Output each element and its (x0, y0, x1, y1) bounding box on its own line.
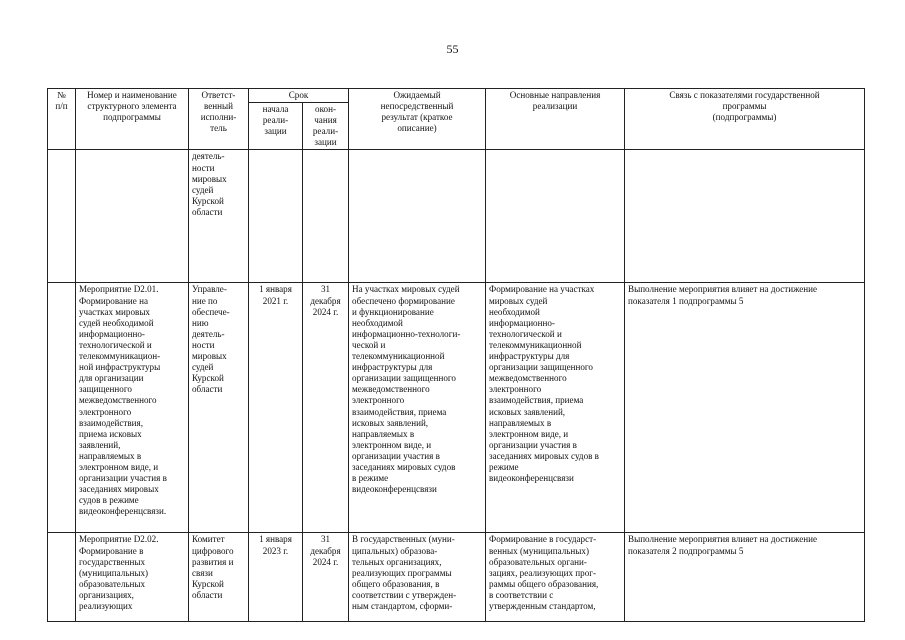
header-name: Номер и наименование структурного элемента подпрограммы (76, 89, 189, 150)
cell-name (76, 150, 189, 283)
cell-name (76, 533, 189, 622)
table-row (48, 150, 865, 283)
cell-responsible: Управле- ние по обеспече- нию деятель- ности мировых судей Курской области (189, 283, 249, 533)
header-responsible: Ответст- венный исполни- тель (189, 89, 249, 150)
cell-responsible: деятель- ности мировых судей Курской области (189, 150, 249, 283)
cell-responsible-text: Комитет цифрового развития и связи Курской области (192, 534, 234, 600)
cell-result-text: В государственных (муни- ципальных) образова- тельных организациях, реализующих программы общего образования, в соответствии с утвержден- ным стандартом, сформи- (352, 534, 457, 612)
cell-num (48, 150, 76, 283)
header-directions: Основные направления реализации (486, 89, 625, 150)
table-header (48, 89, 865, 150)
cell-directions: Формирование на участках мировых судей необходимой информационно- технологической и телекоммуникационной инфраструктуры для организации защищенного межведомственного электронного взаимодействия, приема исковых заявлений, направляемых в электронном виде, и организации участия в заседаниях мировых судов в режиме видеоконференцсвязи (486, 283, 625, 533)
cell-result (349, 533, 486, 622)
cell-start-text: 1 января 2023 г. (259, 534, 292, 556)
cell-result (349, 150, 486, 283)
cell-link: Выполнение мероприятия влияет на достижение показателя 1 подпрограммы 5 (625, 283, 865, 533)
cell-end-text: 31 декабря 2024 г. (310, 534, 341, 567)
cell-end (303, 533, 349, 622)
header-result: Ожидаемый непосредственный результат (краткое описание) (349, 89, 486, 150)
page-number: 55 (446, 42, 459, 56)
cell-num (48, 533, 76, 622)
cell-link-text: Выполнение мероприятия влияет на достижение показателя 2 подпрограммы 5 (628, 534, 818, 556)
cell-directions (486, 533, 625, 622)
table-row (48, 533, 865, 622)
cell-directions-text: Формирование в государст- венных (муниципальных) образовательных органи- зациях, реализующих прог- раммы общего образования, в соответствии с утвержденным стандартом, (489, 534, 599, 612)
cell-responsible (189, 533, 249, 622)
cell-result: На участках мировых судей обеспечено формирование и функционирование необходимой информационно-технологи- ческой и телекоммуникационной инфраструктуры для организации защищенного межведомственного электронного взаимодействия, приема исковых заявлений, направляемых в электронном виде, и организации участия в заседаниях мировых судов в режиме видеоконференцсвязи (349, 283, 486, 533)
cell-num-text (51, 534, 72, 620)
cell-start (249, 533, 303, 622)
subprogram-table (47, 88, 865, 622)
table-row (48, 283, 865, 533)
cell-link (625, 150, 865, 283)
cell-name: Мероприятие D2.01. Формирование на участках мировых судей необходимой информационно- технологической и телекоммуникацион- ной инфраструктуры для организации защищенного межведомственного электронного взаимодействия, приема исковых заявлений, направляемых в электронном виде, и организации участия в заседаниях мировых судов в режиме видеоконференцсвязи. (76, 283, 189, 533)
header-term: Срок (249, 89, 349, 103)
cell-end: 31 декабря 2024 г. (303, 283, 349, 533)
cell-num (48, 283, 76, 533)
cell-directions (486, 150, 625, 283)
header-end: окон- чания реали- зации (303, 103, 349, 150)
header-link: Связь с показателями государственной программы (подпрограммы) (625, 89, 865, 150)
header-num: № п/п (48, 89, 76, 150)
cell-start: 1 января 2021 г. (249, 283, 303, 533)
cell-start (249, 150, 303, 283)
cell-link (625, 533, 865, 622)
cell-name-text: Мероприятие D2.02. Формирование в государственных (муниципальных) образовательных организациях, реализующих (79, 534, 159, 612)
cell-end (303, 150, 349, 283)
header-start: начала реали- зации (249, 103, 303, 150)
